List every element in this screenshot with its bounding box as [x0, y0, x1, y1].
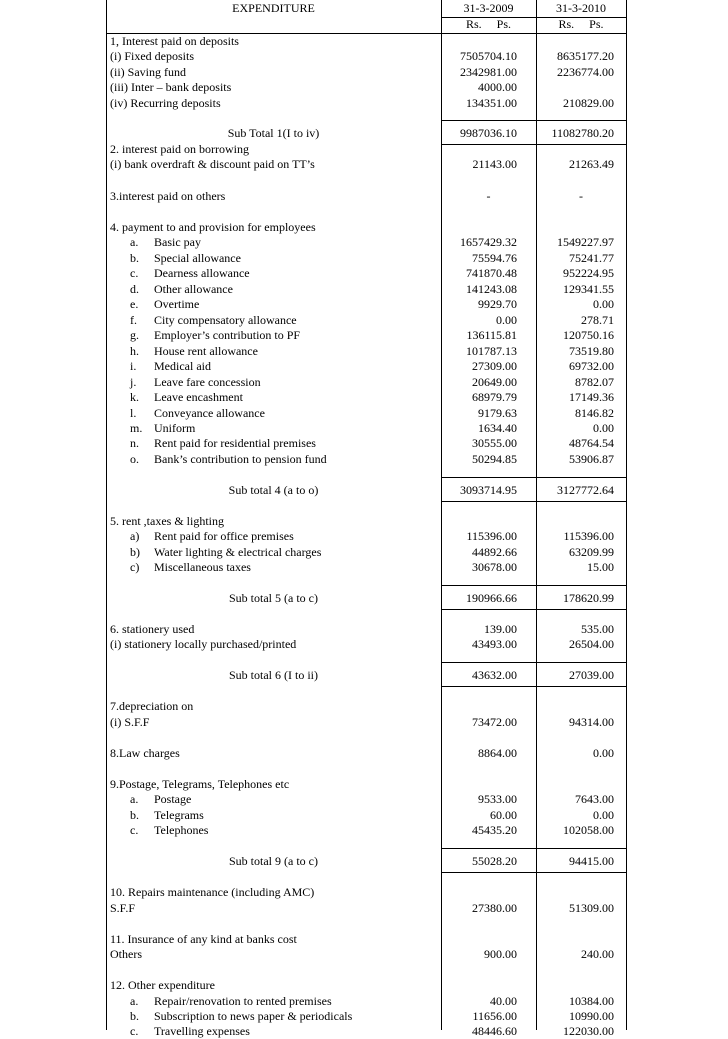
list-item — [110, 792, 191, 807]
item-label: Travelling expenses — [154, 1024, 250, 1038]
row-label: 6. stationery used — [110, 622, 195, 636]
item-marker: n. — [130, 436, 139, 450]
value-2010: 8146.82 — [575, 406, 614, 420]
value-2010: 94415.00 — [569, 854, 614, 868]
item-label: Employer’s contribution to PF — [154, 328, 301, 342]
list-item — [110, 375, 261, 390]
row-label: 12. Other expenditure — [110, 978, 215, 992]
value-2009: 68979.79 — [472, 390, 517, 404]
value-2010: 15.00 — [587, 560, 614, 574]
item-label: Special allowance — [154, 251, 241, 265]
value-2009: 3093714.95 — [460, 483, 517, 497]
value-2009: 27380.00 — [472, 901, 517, 915]
list-item — [110, 359, 211, 374]
value-2010: 26504.00 — [569, 637, 614, 651]
row-label: Others — [110, 947, 142, 961]
item-label: Rent paid for residential premises — [154, 436, 316, 450]
value-2009: 134351.00 — [466, 96, 517, 110]
value-2009: 190966.66 — [466, 591, 517, 605]
subtotal-label: Sub total 4 (a to o) — [228, 483, 319, 497]
subtotal-rule — [441, 144, 626, 145]
col1-date: 31-3-2009 — [463, 1, 514, 15]
item-marker: a. — [130, 792, 139, 806]
item-label: Miscellaneous taxes — [154, 560, 251, 574]
value-2010: 120750.16 — [563, 328, 614, 342]
item-label: Leave fare concession — [154, 375, 261, 389]
value-2010: 73519.80 — [569, 344, 614, 358]
item-label: Repair/renovation to rented premises — [154, 994, 332, 1008]
item-label: Uniform — [154, 421, 196, 435]
value-2010: 240.00 — [581, 947, 614, 961]
row-label: 2. interest paid on borrowing — [110, 142, 249, 156]
item-marker: a) — [130, 529, 140, 543]
item-label: City compensatory allowance — [154, 313, 297, 327]
item-label: Rent paid for office premises — [154, 529, 294, 543]
row-label: (i) stationery locally purchased/printed — [110, 637, 297, 651]
expenditure-heading: EXPENDITURE — [232, 1, 315, 15]
item-marker: g. — [130, 328, 139, 342]
list-item — [110, 1009, 352, 1024]
list-item — [110, 994, 332, 1009]
value-2010: 8635177.20 — [557, 49, 614, 63]
value-2010: 2236774.00 — [557, 65, 614, 79]
value-2009: 45435.20 — [472, 823, 517, 837]
row-label: (iii) Inter – bank deposits — [110, 80, 232, 94]
value-2009: 7505704.10 — [460, 49, 517, 63]
item-marker: h. — [130, 344, 139, 358]
value-2010: 27039.00 — [569, 668, 614, 682]
value-2010: 51309.00 — [569, 901, 614, 915]
item-marker: f. — [130, 313, 137, 327]
value-2009: 43493.00 — [472, 637, 517, 651]
value-2009: 141243.08 — [466, 282, 517, 296]
value-2010: 10990.00 — [569, 1009, 614, 1023]
value-2010: 1549227.97 — [557, 235, 614, 249]
value-2010: 11082780.20 — [551, 126, 614, 140]
value-2009: 136115.81 — [466, 328, 517, 342]
item-marker: a. — [130, 235, 139, 249]
row-label: (i) Fixed deposits — [110, 49, 194, 63]
value-2009: 30678.00 — [472, 560, 517, 574]
value-2009: 50294.85 — [472, 452, 517, 466]
value-2009: 1657429.32 — [460, 235, 517, 249]
value-2010: 535.00 — [581, 622, 614, 636]
col2-date: 31-3-2010 — [556, 1, 606, 15]
value-2010: 0.00 — [593, 297, 614, 311]
list-item — [110, 436, 316, 451]
value-2010: 21263.49 — [569, 157, 614, 171]
item-marker: e. — [130, 297, 139, 311]
row-label: 9.Postage, Telegrams, Telephones etc — [110, 777, 290, 791]
col2-unit: Rs. Ps. — [558, 17, 604, 31]
col1-unit: Rs. Ps. — [465, 17, 512, 31]
list-item — [110, 452, 327, 467]
value-2009: 9929.70 — [478, 297, 517, 311]
value-2009: 139.00 — [484, 622, 517, 636]
row-label: (i) S.F.F — [110, 715, 150, 729]
value-2009: 101787.13 — [466, 344, 517, 358]
value-2009: 8864.00 — [478, 746, 517, 760]
row-label: S.F.F — [110, 901, 136, 915]
item-label: Other allowance — [154, 282, 233, 296]
subtotal-label: Sub total 5 (a to c) — [229, 591, 318, 605]
value-2010: 129341.55 — [563, 282, 614, 296]
value-2009: 21143.00 — [472, 157, 517, 171]
list-item — [110, 251, 241, 266]
row-label: 10. Repairs maintenance (including AMC) — [110, 885, 315, 899]
item-label: Telephones — [154, 823, 209, 837]
item-marker: b. — [130, 808, 139, 822]
item-marker: a. — [130, 994, 139, 1008]
row-label: (iv) Recurring deposits — [110, 96, 221, 110]
value-2010: 94314.00 — [569, 715, 614, 729]
item-marker: b. — [130, 251, 139, 265]
row-label: 7.depreciation on — [110, 699, 194, 713]
value-2009: 115396.00 — [466, 529, 517, 543]
list-item — [110, 344, 258, 359]
value-2009: 900.00 — [484, 947, 517, 961]
value-2009: 30555.00 — [472, 436, 517, 450]
row-label: 4. payment to and provision for employees — [110, 220, 316, 234]
item-label: Leave encashment — [154, 390, 243, 404]
value-2010: 952224.95 — [563, 266, 614, 280]
item-marker: i. — [130, 359, 137, 373]
list-item — [110, 390, 243, 405]
item-label: Subscription to news paper & periodicals — [154, 1009, 353, 1023]
column-divider-2 — [536, 0, 537, 1030]
value-2009: 40.00 — [490, 994, 517, 1008]
value-2009: 73472.00 — [472, 715, 517, 729]
value-2010: 178620.99 — [563, 591, 614, 605]
row-label: 1, Interest paid on deposits — [110, 34, 239, 48]
value-2009: 11656.00 — [472, 1009, 517, 1023]
value-2009: 0.00 — [496, 313, 517, 327]
item-marker: c. — [130, 266, 139, 280]
item-marker: b) — [130, 545, 140, 559]
list-item — [110, 282, 233, 297]
table-border-left — [106, 0, 107, 1030]
value-2010: 0.00 — [593, 746, 614, 760]
row-label: 11. Insurance of any kind at banks cost — [110, 932, 297, 946]
item-marker: d. — [130, 282, 139, 296]
item-marker: l. — [130, 406, 137, 420]
row-label: (ii) Saving fund — [110, 65, 186, 79]
value-2009: 55028.20 — [472, 854, 517, 868]
value-2010: 48764.54 — [569, 436, 614, 450]
item-marker: c. — [130, 1024, 139, 1038]
value-2010: 69732.00 — [569, 359, 614, 373]
list-item — [110, 235, 201, 250]
list-item — [110, 266, 250, 281]
subtotal-label: Sub Total 1(I to iv) — [227, 126, 320, 140]
subtotal-rule — [441, 662, 626, 663]
row-label: 8.Law charges — [110, 746, 180, 760]
item-label: Postage — [154, 792, 192, 806]
value-2009: - — [486, 189, 491, 203]
item-label: Telegrams — [154, 808, 204, 822]
value-2010: 53906.87 — [569, 452, 614, 466]
value-2010: - — [579, 189, 583, 203]
item-marker: k. — [130, 390, 139, 404]
value-2009: 9179.63 — [478, 406, 517, 420]
list-item — [110, 823, 208, 838]
item-label: Basic pay — [154, 235, 201, 249]
value-2010: 0.00 — [593, 421, 614, 435]
value-2010: 115396.00 — [563, 529, 614, 543]
subtotal-label: Sub total 9 (a to c) — [229, 854, 318, 868]
value-2010: 122030.00 — [563, 1024, 614, 1038]
value-2009: 43632.00 — [472, 668, 517, 682]
item-label: House rent allowance — [154, 344, 258, 358]
item-marker: m. — [130, 421, 143, 435]
item-marker: b. — [130, 1009, 139, 1023]
value-2010: 278.71 — [581, 313, 614, 327]
subtotal-rule — [441, 585, 626, 586]
value-2010: 17149.36 — [569, 390, 614, 404]
value-2009: 9533.00 — [478, 792, 517, 806]
subtotal-rule — [441, 686, 626, 687]
item-label: Dearness allowance — [154, 266, 250, 280]
value-2010: 102058.00 — [563, 823, 614, 837]
subtotal-rule — [441, 477, 626, 478]
value-2010: 210829.00 — [563, 96, 614, 110]
value-2009: 60.00 — [490, 808, 517, 822]
list-item — [110, 529, 294, 544]
subtotal-rule — [441, 501, 626, 502]
item-marker: c) — [130, 560, 140, 574]
list-item — [110, 545, 321, 560]
value-2010: 75241.77 — [569, 251, 614, 265]
value-2009: 75594.76 — [472, 251, 517, 265]
value-2009: 741870.48 — [466, 266, 517, 280]
column-divider-1 — [441, 0, 442, 1030]
value-2009: 44892.66 — [472, 545, 517, 559]
value-2010: 8782.07 — [575, 375, 614, 389]
value-2010: 0.00 — [593, 808, 614, 822]
value-2009: 48446.60 — [472, 1024, 517, 1038]
value-2009: 27309.00 — [472, 359, 517, 373]
value-2009: 9987036.10 — [460, 126, 517, 140]
item-marker: o. — [130, 452, 139, 466]
value-2009: 4000.00 — [478, 80, 517, 94]
list-item — [110, 313, 297, 328]
list-item — [110, 560, 251, 575]
value-2010: 7643.00 — [575, 792, 614, 806]
list-item — [110, 406, 265, 421]
subtotal-rule — [441, 848, 626, 849]
item-label: Medical aid — [154, 359, 211, 373]
list-item — [110, 297, 199, 312]
subtotal-rule — [441, 609, 626, 610]
subtotal-rule — [441, 872, 626, 873]
list-item — [110, 808, 204, 823]
value-2009: 1634.40 — [478, 421, 517, 435]
row-label: 5. rent ,taxes & lighting — [110, 514, 224, 528]
item-label: Water lighting & electrical charges — [154, 545, 322, 559]
item-label: Overtime — [154, 297, 200, 311]
value-2009: 2342981.00 — [460, 65, 517, 79]
row-label: (i) bank overdraft & discount paid on TT’s — [110, 157, 315, 171]
value-2010: 63209.99 — [569, 545, 614, 559]
subtotal-label: Sub total 6 (I to ii) — [229, 668, 318, 682]
subtotal-rule — [441, 120, 626, 121]
item-marker: c. — [130, 823, 139, 837]
table-border-right — [626, 0, 627, 1030]
item-label: Bank’s contribution to pension fund — [154, 452, 327, 466]
value-2009: 20649.00 — [472, 375, 517, 389]
list-item — [110, 421, 195, 436]
value-2010: 3127772.64 — [557, 483, 614, 497]
list-item — [110, 328, 300, 343]
list-item — [110, 1024, 250, 1039]
item-label: Conveyance allowance — [154, 406, 265, 420]
item-marker: j. — [130, 375, 137, 389]
row-label: 3.interest paid on others — [110, 189, 226, 203]
value-2010: 10384.00 — [569, 994, 614, 1008]
